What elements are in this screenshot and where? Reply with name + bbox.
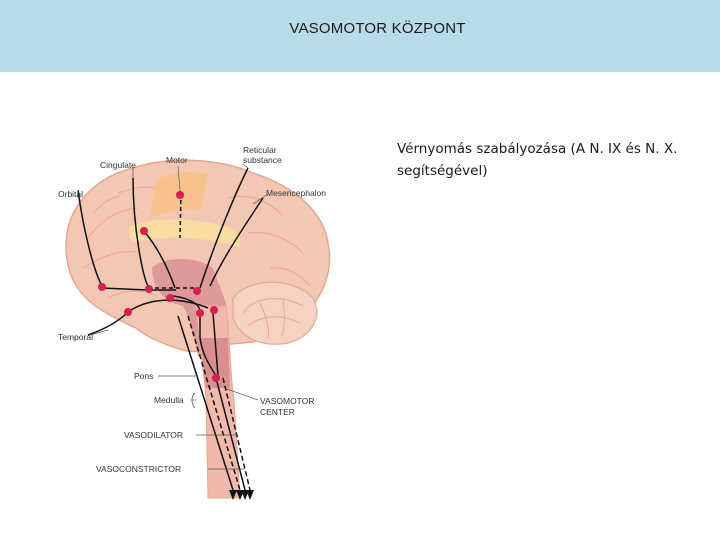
label-mesencephalon: Mesencephalon — [266, 188, 327, 198]
label-motor: Motor — [166, 155, 188, 165]
node-motor — [176, 191, 184, 199]
label-reticular-2: substance — [243, 155, 282, 165]
brain-diagram — [48, 138, 348, 508]
label-vasomotor-1: VASOMOTOR — [260, 396, 315, 406]
node-orbital — [98, 283, 106, 291]
node-temporal — [124, 308, 132, 316]
arrowheads — [229, 490, 254, 500]
label-reticular-1: Reticular — [243, 145, 277, 155]
node-thalamus — [193, 287, 201, 295]
title-bar — [0, 0, 720, 72]
node-midbrain-2 — [210, 306, 218, 314]
label-vasomotor-2: CENTER — [260, 407, 295, 417]
label-temporal: Temporal — [58, 332, 93, 342]
node-midbrain-1 — [196, 309, 204, 317]
label-pons: Pons — [134, 371, 154, 381]
label-vasodilator: VASODILATOR — [124, 430, 184, 440]
slide-description: Vérnyomás szabályozása (A N. IX és N. X. segítségével) — [397, 141, 678, 179]
medulla-bracket — [192, 393, 195, 408]
node-vasomotor-center — [212, 374, 220, 382]
node-hypothalamus-2 — [166, 294, 174, 302]
label-medulla: Medulla — [154, 395, 184, 405]
node-hypothalamus-1 — [145, 285, 153, 293]
label-orbital: Orbital — [58, 189, 84, 199]
node-cingulate — [140, 227, 148, 235]
label-cingulate: Cingulate — [100, 160, 136, 170]
label-vasoconstrictor: VASOCONSTRICTOR — [96, 464, 182, 474]
slide-title: VASOMOTOR KÖZPONT — [289, 20, 466, 37]
cerebellum — [233, 282, 317, 344]
